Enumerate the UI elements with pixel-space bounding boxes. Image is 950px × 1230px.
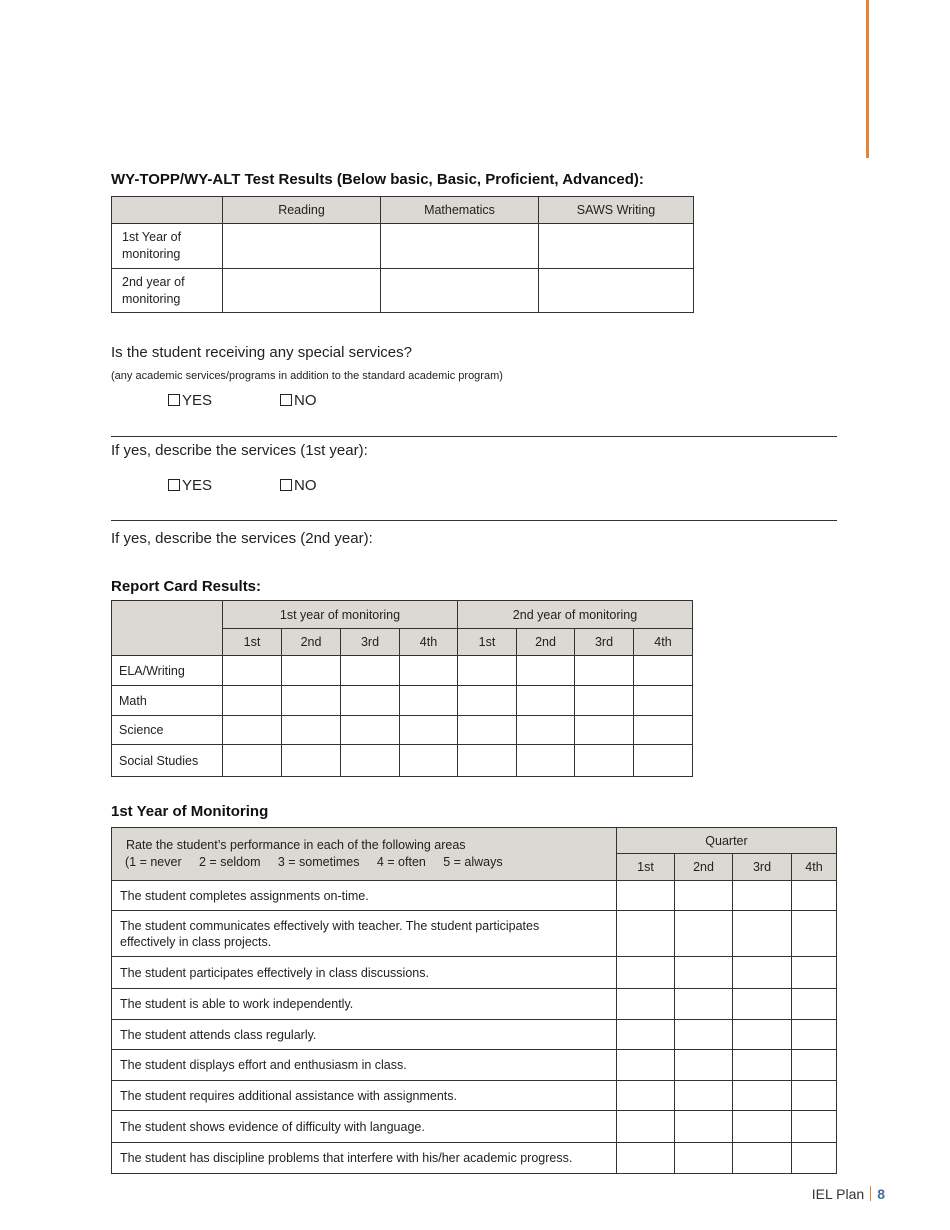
rating-cell[interactable] xyxy=(733,1111,792,1143)
grade-cell[interactable] xyxy=(282,745,341,777)
rating-instructions xyxy=(112,828,617,881)
report-card-table xyxy=(111,600,693,777)
rating-scale: (1 = never 2 = seldom 3 = sometimes 4 = often 5 = always xyxy=(125,855,503,869)
rating-cell[interactable] xyxy=(617,1050,675,1081)
behavior-item: The student requires additional assistance with assignments. xyxy=(112,1081,617,1111)
grade-cell[interactable] xyxy=(400,745,458,777)
rating-cell[interactable] xyxy=(617,1143,675,1174)
no-label: NO xyxy=(294,392,317,409)
rating-cell[interactable] xyxy=(675,1081,733,1111)
rating-cell[interactable] xyxy=(617,989,675,1020)
result-cell[interactable] xyxy=(223,269,381,313)
subject-label: Math xyxy=(112,686,223,716)
rating-cell[interactable] xyxy=(675,1143,733,1174)
column-header: Reading xyxy=(223,197,381,224)
rating-cell[interactable] xyxy=(675,1050,733,1081)
grade-cell[interactable] xyxy=(282,656,341,686)
quarter-header: 1st xyxy=(617,854,675,881)
rating-cell[interactable] xyxy=(617,1111,675,1143)
grade-cell[interactable] xyxy=(341,716,400,745)
quarter-header: 4th xyxy=(792,854,837,881)
monitoring-heading: 1st Year of Monitoring xyxy=(111,803,269,820)
grade-cell[interactable] xyxy=(282,716,341,745)
rating-cell[interactable] xyxy=(792,1143,837,1174)
result-cell[interactable] xyxy=(223,224,381,269)
grade-cell[interactable] xyxy=(458,656,517,686)
no-checkbox[interactable] xyxy=(280,479,292,491)
behavior-item: The student has discipline problems that interfere with his/her academic progress. xyxy=(112,1143,617,1174)
rating-cell[interactable] xyxy=(675,911,733,957)
no-checkbox[interactable] xyxy=(280,394,292,406)
behavior-item: The student completes assignments on-time. xyxy=(112,881,617,911)
describe-services-2nd-year: If yes, describe the services (2nd year): xyxy=(111,530,373,547)
rating-cell[interactable] xyxy=(792,881,837,911)
quarter-header: 4th xyxy=(634,629,693,656)
behavior-item: The student shows evidence of difficulty with language. xyxy=(112,1111,617,1143)
grade-cell[interactable] xyxy=(517,686,575,716)
grade-cell[interactable] xyxy=(341,656,400,686)
rating-cell[interactable] xyxy=(733,1050,792,1081)
yes-option-2[interactable] xyxy=(168,477,212,494)
grade-cell[interactable] xyxy=(575,656,634,686)
quarter-header: 3rd xyxy=(733,854,792,881)
grade-cell[interactable] xyxy=(575,686,634,716)
subject-label: Science xyxy=(112,716,223,745)
result-cell[interactable] xyxy=(539,224,694,269)
rating-cell[interactable] xyxy=(733,989,792,1020)
rating-cell[interactable] xyxy=(675,881,733,911)
rating-cell[interactable] xyxy=(675,1111,733,1143)
quarter-header: 2nd xyxy=(675,854,733,881)
behavior-item: The student is able to work independently. xyxy=(112,989,617,1020)
quarter-header: 4th xyxy=(400,629,458,656)
yes-label: YES xyxy=(182,392,213,409)
rating-cell[interactable] xyxy=(617,881,675,911)
behavior-item: The student participates effectively in class discussions. xyxy=(112,957,617,989)
grade-cell[interactable] xyxy=(400,656,458,686)
grade-cell[interactable] xyxy=(634,656,693,686)
describe-services-1st-year: If yes, describe the services (1st year): xyxy=(111,442,368,459)
divider xyxy=(111,436,837,437)
grade-cell[interactable] xyxy=(223,656,282,686)
rating-cell[interactable] xyxy=(675,957,733,989)
grade-cell[interactable] xyxy=(400,686,458,716)
rating-cell[interactable] xyxy=(792,1020,837,1050)
behavior-item: The student communicates effectively with teacher. The student participates effectively in class projects. xyxy=(112,911,617,957)
rating-cell[interactable] xyxy=(733,911,792,957)
grade-cell[interactable] xyxy=(634,716,693,745)
grade-cell[interactable] xyxy=(400,716,458,745)
rating-instruction-line-1: Rate the student’s performance in each of the following areas xyxy=(126,838,466,852)
no-option-2[interactable] xyxy=(280,477,317,494)
footer-separator xyxy=(870,1186,871,1201)
grade-cell[interactable] xyxy=(223,745,282,777)
grade-cell[interactable] xyxy=(575,745,634,777)
report-card-heading: Report Card Results: xyxy=(111,578,262,595)
rating-cell[interactable] xyxy=(617,1020,675,1050)
monitoring-table xyxy=(111,827,837,1174)
yes-option[interactable] xyxy=(168,392,212,409)
special-services-question: Is the student receiving any special services? xyxy=(111,344,412,361)
behavior-item: The student displays effort and enthusiasm in class. xyxy=(112,1050,617,1081)
quarter-header: 3rd xyxy=(341,629,400,656)
column-header: Mathematics xyxy=(381,197,539,224)
no-option[interactable] xyxy=(280,392,317,409)
yes-checkbox[interactable] xyxy=(168,394,180,406)
page-footer xyxy=(812,1186,885,1202)
special-services-note: (any academic services/programs in addition to the standard academic program) xyxy=(111,370,503,382)
rating-cell[interactable] xyxy=(733,1143,792,1174)
rating-cell[interactable] xyxy=(733,1020,792,1050)
rating-cell[interactable] xyxy=(733,881,792,911)
document-title: IEL Plan xyxy=(811,1186,865,1202)
row-label: 1st Year of monitoring xyxy=(112,224,223,269)
rating-cell[interactable] xyxy=(617,911,675,957)
grade-cell[interactable] xyxy=(517,745,575,777)
quarter-header: 2nd xyxy=(517,629,575,656)
yes-checkbox[interactable] xyxy=(168,479,180,491)
row-label: 2nd year of monitoring xyxy=(112,269,223,313)
group-header-1st-year: 1st year of monitoring xyxy=(223,601,458,629)
page-number: 8 xyxy=(877,1186,885,1202)
subject-label: ELA/Writing xyxy=(112,656,223,686)
group-header-2nd-year: 2nd year of monitoring xyxy=(458,601,693,629)
rating-cell[interactable] xyxy=(792,957,837,989)
result-cell[interactable] xyxy=(539,269,694,313)
grade-cell[interactable] xyxy=(458,716,517,745)
report-card-corner xyxy=(112,601,223,656)
rating-cell[interactable] xyxy=(675,1020,733,1050)
grade-cell[interactable] xyxy=(634,686,693,716)
rating-cell[interactable] xyxy=(675,989,733,1020)
grade-cell[interactable] xyxy=(458,686,517,716)
rating-cell[interactable] xyxy=(792,1050,837,1081)
accent-bar xyxy=(866,0,869,158)
test-results-heading: WY-TOPP/WY-ALT Test Results (Below basic, Basic, Proficient, Advanced): xyxy=(111,171,644,188)
rating-cell[interactable] xyxy=(792,1111,837,1143)
grade-cell[interactable] xyxy=(458,745,517,777)
quarter-header: 3rd xyxy=(575,629,634,656)
quarter-header: 2nd xyxy=(282,629,341,656)
rating-cell[interactable] xyxy=(617,957,675,989)
no-label: NO xyxy=(294,477,317,494)
test-results-corner xyxy=(112,197,223,224)
grade-cell[interactable] xyxy=(341,686,400,716)
grade-cell[interactable] xyxy=(223,716,282,745)
grade-cell[interactable] xyxy=(517,716,575,745)
subject-label: Social Studies xyxy=(112,745,223,777)
rating-cell[interactable] xyxy=(792,911,837,957)
quarter-header: 1st xyxy=(458,629,517,656)
divider xyxy=(111,520,837,521)
rating-cell[interactable] xyxy=(733,1081,792,1111)
test-results-table xyxy=(111,196,694,313)
yes-label: YES xyxy=(182,477,213,494)
grade-cell[interactable] xyxy=(575,716,634,745)
rating-cell[interactable] xyxy=(792,989,837,1020)
rating-cell[interactable] xyxy=(733,957,792,989)
grade-cell[interactable] xyxy=(634,745,693,777)
grade-cell[interactable] xyxy=(517,656,575,686)
grade-cell[interactable] xyxy=(282,686,341,716)
behavior-item: The student attends class regularly. xyxy=(112,1020,617,1050)
grade-cell[interactable] xyxy=(223,686,282,716)
rating-cell[interactable] xyxy=(792,1081,837,1111)
result-cell[interactable] xyxy=(381,269,539,313)
rating-cell[interactable] xyxy=(617,1081,675,1111)
quarter-header: 1st xyxy=(223,629,282,656)
column-header: SAWS Writing xyxy=(539,197,694,224)
result-cell[interactable] xyxy=(381,224,539,269)
grade-cell[interactable] xyxy=(341,745,400,777)
quarter-group-header: Quarter xyxy=(617,828,837,854)
